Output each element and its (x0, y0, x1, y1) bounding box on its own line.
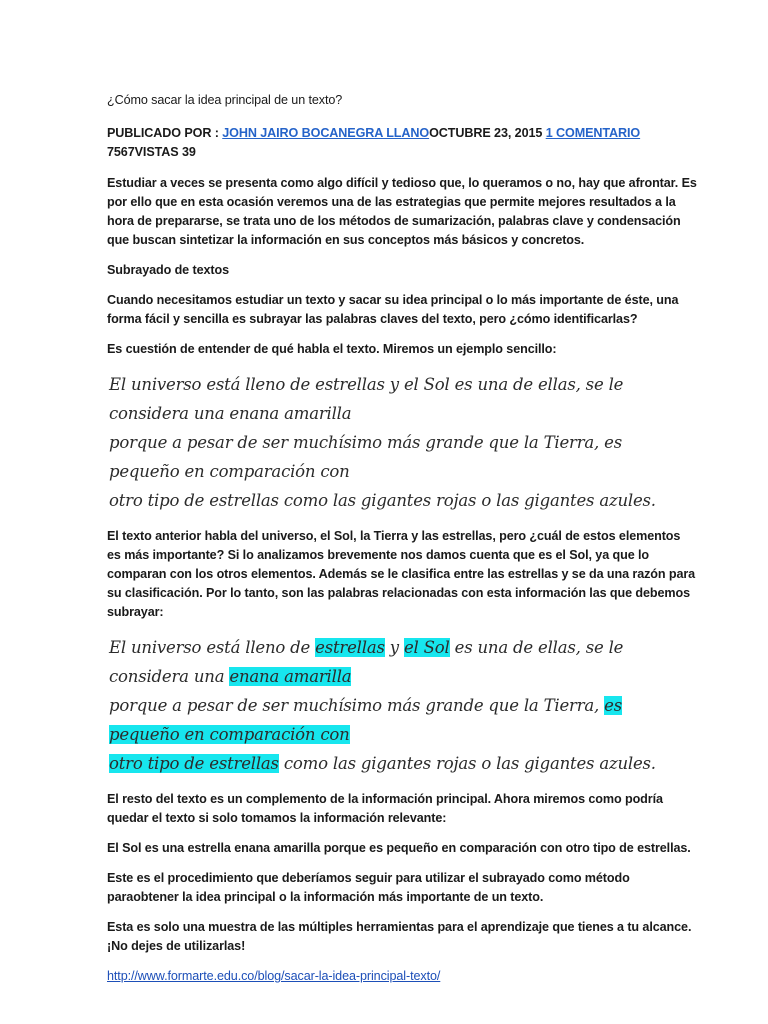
example-line-2: porque a pesar de ser muchísimo más grande que la Tierra, es pequeño en comparación con (109, 433, 622, 481)
article-meta (107, 124, 697, 162)
article-title: ¿Cómo sacar la idea principal de un texto? (107, 93, 343, 107)
example-line-1: El universo está lleno de estrellas y el Sol es una de ellas, se le considera una enana amarilla (109, 375, 624, 423)
highlight-otro-tipo: otro tipo de estrellas (109, 754, 279, 773)
comments-link[interactable]: 1 COMENTARIO (545, 126, 641, 140)
highlighted-line-2: porque a pesar de ser muchísimo más grande que la Tierra, es pequeño en comparación con (109, 696, 622, 744)
paragraph-2: Cuando necesitamos estudiar un texto y sacar su idea principal o lo más importante de éste, una forma fácil y sencilla es subrayar las palabras claves del texto, pero ¿cómo identificarlas? (107, 293, 679, 326)
source-link[interactable]: http://www.formarte.edu.co/blog/sacar-la-idea-principal-texto/ (107, 969, 441, 983)
highlighted-example-image (109, 633, 697, 778)
paragraph-6: Este es el procedimiento que deberíamos seguir para utilizar el subrayado como método paraobtener la idea principal o la información más importante de un texto. (107, 871, 630, 904)
document-page (107, 91, 697, 997)
highlighted-line-1: El universo está lleno de estrellas y el Sol es una de ellas, se le considera una enana amarilla (109, 638, 624, 686)
author-link[interactable]: JOHN JAIRO BOCANEGRA LLANO (222, 126, 430, 140)
example-line-3: otro tipo de estrellas como las gigantes rojas o las gigantes azules. (109, 491, 656, 510)
highlighted-line-3: otro tipo de estrellas como las gigantes rojas o las gigantes azules. (109, 754, 656, 773)
paragraph-5: El resto del texto es un complemento de la información principal. Ahora miremos como podría quedar el texto si solo tomamos la información relevante: (107, 792, 663, 825)
summary-paragraph: El Sol es una estrella enana amarilla porque es pequeño en comparación con otro tipo de estrellas. (107, 841, 691, 855)
section-heading: Subrayado de textos (107, 263, 229, 277)
highlight-estrellas: estrellas (315, 638, 385, 657)
example-text-image (109, 370, 697, 515)
views-count: 7567VISTAS 39 (107, 145, 196, 159)
publish-date: OCTUBRE 23, 2015 (429, 126, 543, 140)
highlight-es-pequeno: es pequeño en comparación con (109, 696, 622, 744)
intro-paragraph: Estudiar a veces se presenta como algo difícil y tedioso que, lo queramos o no, hay que afrontar. Es por ello que en esta ocasión veremos una de las estrategias que permite mejores resultados a la hora de prepararse, se trata uno de los métodos de sumarización, palabras clave y condensación que buscan sintetizar la información en sus conceptos más básicos y concretos. (107, 176, 697, 247)
highlight-enana-amarilla: enana amarilla (229, 667, 352, 686)
paragraph-7: Esta es solo una muestra de las múltiples herramientas para el aprendizaje que tienes a tu alcance. ¡No dejes de utilizarlas! (107, 920, 692, 953)
paragraph-3: Es cuestión de entender de qué habla el texto. Miremos un ejemplo sencillo: (107, 342, 557, 356)
published-label: PUBLICADO POR : (107, 126, 223, 140)
highlight-el-sol: el Sol (403, 638, 450, 657)
paragraph-4: El texto anterior habla del universo, el Sol, la Tierra y las estrellas, pero ¿cuál de estos elementos es más importante? Si lo analizamos brevemente nos damos cuenta que es el Sol, ya que lo comparan con los otros elementos. Además se le clasifica entre las estrellas y se da una razón para su clasificación. Por lo tanto, son las palabras relacionadas con esta información las que debemos subrayar: (107, 529, 696, 619)
